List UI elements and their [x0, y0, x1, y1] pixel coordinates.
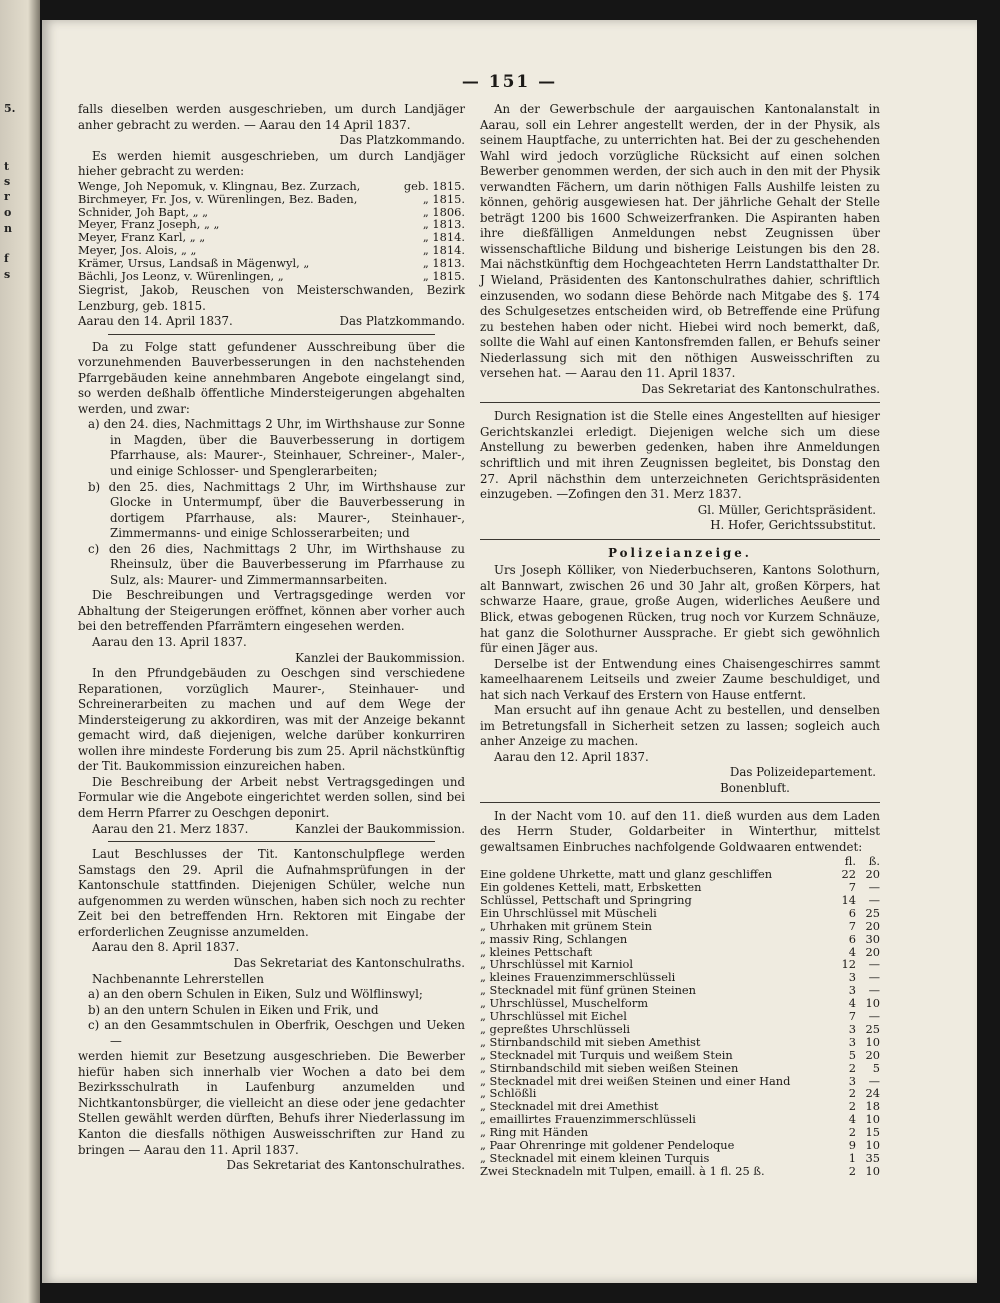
person-born: „ 1813.	[422, 217, 465, 232]
goods-item: „ Stecknadel mit einem kleinen Turquis	[480, 1151, 710, 1165]
person-name: Schnider, Joh Bapt, „ „	[78, 204, 209, 219]
notice-footer	[78, 822, 465, 838]
table-row	[78, 270, 465, 283]
goods-fl: 1	[848, 1151, 856, 1165]
notice-signature: Das Sekretariat des Kantonschulraths.	[233, 955, 465, 970]
goods-fl: 3	[848, 970, 856, 985]
goods-item: „ Uhrschlüssel mit Karniol	[480, 957, 634, 972]
goods-fl: 2	[848, 1086, 856, 1101]
goods-item: „ Stirnbandschild mit sieben weißen Steinen	[480, 1060, 739, 1075]
goods-fl: 7	[848, 1009, 856, 1024]
person-born: „ 1813.	[422, 256, 465, 271]
person-name: Meyer, Jos. Alois, „ „	[78, 243, 197, 258]
person-born: „ 1815.	[422, 269, 465, 284]
goods-item: „ Ring mit Händen	[480, 1125, 589, 1140]
table-row	[78, 180, 465, 193]
newspaper-page	[42, 20, 977, 1283]
person-name: Wenge, Joh Nepomuk, v. Klingnau, Bez. Zurzach,	[78, 178, 361, 193]
table-row	[480, 1023, 880, 1036]
notice-text: werden hiemit zur Besetzung ausgeschrieben. Die Bewerber hiefür haben sich innerhalb vier Wochen a dato bei dem Bezirksschulrath in Laufenburg anzumelden und Nichtkantonsbürger, die vielleicht an diese oder jene gedachter Stellen gewählt werden dürften, Behufs ihrer Niederlassung im Kanton die diesfalls nöthigen Ausweisschriften zur Hand zu bringen — Aarau den 11. April 1837.	[78, 1049, 465, 1157]
goods-ss: 20	[865, 1047, 880, 1062]
right-column	[480, 102, 880, 1178]
stolen-goods-table	[480, 855, 880, 1178]
goods-item: Zwei Stecknadeln mit Tulpen, emaill. à 1 fl. 25 ß.	[480, 1163, 765, 1178]
notice-signature: Das Platzkommando.	[339, 314, 465, 329]
notice-signature: Das Sekretariat des Kantonschulrathes.	[226, 1158, 465, 1173]
notice-date: Aarau den 12. April 1837.	[494, 749, 649, 764]
goods-fl: 9	[848, 1138, 856, 1153]
notice-signature: Kanzlei der Baukommission.	[295, 821, 465, 836]
goods-item: „ Schlößli	[480, 1086, 537, 1101]
notice-text: Siegrist, Jakob, Reuschen von Meisterschwanden, Bezirk Lenzburg, geb. 1815.	[78, 282, 465, 313]
notice-signature: H. Hofer, Gerichtssubstitut.	[710, 518, 876, 533]
goods-ss: 10	[865, 1112, 880, 1127]
list-item: c) den 26 dies, Nachmittags 2 Uhr, im Wirthshause zu Rheinsulz, über die Bauverbesserung im Pfarrhause zu Sulz, als: Maurer- und Zimmermannsarbeiten.	[88, 541, 465, 587]
edge-glyph: o	[4, 206, 12, 219]
goods-ss: —	[868, 970, 880, 985]
divider	[480, 802, 880, 803]
goods-item: „ Paar Ohrenringe mit goldener Pendeloque	[480, 1138, 735, 1153]
edge-glyph: r	[4, 190, 10, 203]
goods-ss: —	[868, 957, 880, 972]
goods-fl: 5	[848, 1047, 856, 1062]
table-row	[480, 1049, 880, 1062]
list-item: b) den 25. dies, Nachmittags 2 Uhr, im Wirthshause zur Glocke in Untermumpf, über die Bauverbesserung in dortigem Pfarrhause, als: Maurer-, Steinhauer-, Zimmermanns- und einige Schlosserarbeiten; und	[88, 479, 465, 541]
table-row	[480, 1010, 880, 1023]
notice-signature: Das Polizeidepartement.	[729, 765, 876, 780]
person-born: „ 1814.	[422, 230, 465, 245]
notice-text: In der Nacht vom 10. auf den 11. dieß wurden aus dem Laden des Herrn Studer, Goldarbeiter in Winterthur, mittelst gewaltsamen Einbruches nachfolgende Goldwaaren entwendet:	[480, 808, 880, 854]
goods-fl: 6	[848, 905, 856, 920]
person-name: Bächli, Jos Leonz, v. Würenlingen, „	[78, 269, 284, 284]
goods-fl: 7	[848, 879, 856, 894]
table-row	[480, 1075, 880, 1088]
goods-item: „ Stecknadel mit drei Amethist	[480, 1099, 659, 1114]
goods-item: „ Stecknadel mit drei weißen Steinen und einer Hand	[480, 1073, 791, 1088]
notice-signature: Bonenbluft.	[720, 780, 790, 795]
person-name: Meyer, Franz Karl, „ „	[78, 230, 206, 245]
goods-ss: —	[868, 1073, 880, 1088]
goods-ss: 10	[865, 1138, 880, 1153]
list-item: a) den 24. dies, Nachmittags 2 Uhr, im Wirthshause zur Sonne in Magden, über die Bauverbesserung in dortigem Pfarrhause, als: Maurer-, Steinhauer, Schreiner-, Maler-, und einige Schlosser- und Spenglerarbeiten;	[88, 417, 465, 478]
person-born: „ 1814.	[422, 243, 465, 258]
goods-item: Eine goldene Uhrkette, matt und glanz geschliffen	[480, 867, 773, 882]
table-row	[78, 193, 465, 206]
section-title: Polizeianzeige.	[608, 545, 752, 560]
goods-item: Ein Uhrschlüssel mit Müscheli	[480, 905, 657, 920]
table-row	[480, 920, 880, 933]
notice-signature: Das Sekretariat des Kantonschulrathes.	[641, 381, 880, 396]
goods-item: „ Uhrhaken mit grünem Stein	[480, 918, 652, 933]
edge-glyph: t	[4, 160, 10, 173]
goods-fl: 2	[848, 1060, 856, 1075]
table-row	[480, 907, 880, 920]
notice-text: Es werden hiemit ausgeschrieben, um durch Landjäger hieher gebracht zu werden:	[78, 148, 465, 179]
list-item: b) an den untern Schulen in Eiken und Frik, und	[88, 1002, 379, 1017]
goods-ss: 30	[865, 931, 880, 946]
edge-glyph: f	[4, 252, 9, 265]
goods-fl: 2	[848, 1099, 856, 1114]
notice-signature: Kanzlei der Baukommission.	[295, 650, 465, 665]
goods-fl: 3	[848, 1021, 856, 1036]
notice-text: Laut Beschlusses der Tit. Kantonschulpflege werden Samstags den 29. April die Aufnahmsprüfungen in der Kantonschule stattfinden. Diejenigen Schüler, welche nun aufgenommen zu werden wünschen, haben sich noch zu rechter Zeit bei den betreffenden Hrn. Rektoren mit Eingabe der erforderlichen Zeugnisse anzumelden.	[78, 847, 465, 939]
table-row	[480, 1165, 880, 1178]
notice-text: Da zu Folge statt gefundener Ausschreibung über die vorzunehmenden Bauverbesserungen in den nachstehenden Pfarrgebäuden keine annehmbaren Angebote eingelangt sind, so werden deßhalb öffentliche Mindersteigerungen abgehalten werden, und zwar:	[78, 339, 465, 416]
goods-item: „ Stirnbandschild mit sieben Amethist	[480, 1034, 701, 1049]
goods-fl: 2	[848, 1125, 856, 1140]
goods-item: Ein goldenes Ketteli, matt, Erbsketten	[480, 879, 702, 894]
goods-fl: 14	[841, 892, 856, 907]
notice-date: Aarau den 21. Merz 1837.	[92, 821, 249, 836]
goods-ss: —	[868, 983, 880, 998]
notice-text: In den Pfrundgebäuden zu Oeschgen sind verschiedene Reparationen, vorzüglich Maurer-, Steinhauer- und Schreinerarbeiten zu machen und auf dem Wege der Mindersteigerung zu akkordiren, was mit der Anzeige bekannt gemacht wird, daß diejenigen, welche darüber konkurriren wollen ihre mindeste Forderung bis zum 25. April nächstkünftig der Tit. Baukommission einzureichen haben.	[78, 666, 465, 774]
goods-fl: 2	[848, 1163, 856, 1178]
edge-glyph: s	[4, 175, 11, 188]
goods-ss: 20	[865, 867, 880, 882]
goods-fl: 3	[848, 1034, 856, 1049]
column-header-ss: ß.	[868, 854, 880, 869]
notice-signature: Gl. Müller, Gerichtspräsident.	[697, 502, 876, 517]
page-number: — 151 —	[461, 72, 558, 92]
goods-fl: 7	[848, 918, 856, 933]
table-row	[480, 1062, 880, 1075]
left-page-edge	[0, 0, 40, 1303]
notice-text: An der Gewerbschule der aargauischen Kantonalanstalt in Aarau, soll ein Lehrer angestellt werden, der in der Physik, als seinem Hauptfache, zu unterrichten hat. Bei der zu geschehenden Wahl wird jedoch vorzügliche Rücksicht auf einen solchen Bewerber genommen werden, der sich auch in den mit der Physik verwandten Fächern, um darin nöthigen Falls Aushilfe leisten zu können, gehörig ausgewiesen hat. Der jährliche Gehalt der Stelle beträgt 1200 bis 1600 Schweizerfranken. Die Aspiranten haben ihre dießfälligen Anmeldungen nebst Zeugnissen über wissenschaftliche Bildung und bisherige Leistungen bis den 28. Mai nächstkünftig dem Hochgeachteten Herrn Landstatthalter Dr. J Wieland, Präsidenten des Kantonschulrathes dahier, schriftlich einzusenden, wo sodann diese Behörde nach Mitgabe des §. 174 des Schulgesetzes entscheiden wird, ob Betreffende eine Prüfung zu bestehen haben oder nicht. Hiebei wird noch bemerkt, daß, sollte die Wahl auf einen Kantonsfremden fallen, er Behufs seiner Niederlassung sich mit den nöthigen Ausweisschriften zu versehen hat. — Aarau den 11. April 1837.	[480, 102, 880, 381]
goods-fl: 3	[848, 1073, 856, 1088]
goods-fl: 3	[848, 983, 856, 998]
edge-glyph: s	[4, 268, 11, 281]
goods-ss: 10	[865, 1163, 880, 1178]
divider	[108, 334, 435, 335]
goods-ss: 20	[865, 918, 880, 933]
notice-signature: Das Platzkommando.	[339, 133, 465, 148]
goods-item: „ gepreßtes Uhrschlüsseli	[480, 1021, 631, 1036]
goods-ss: —	[868, 1009, 880, 1024]
notice-text: Nachbenannte Lehrerstellen	[92, 971, 264, 986]
table-row	[480, 1036, 880, 1049]
notice-text: Derselbe ist der Entwendung eines Chaisengeschirres sammt kameelhaarenem Leitseils und zweier Zaume beschuldiget, und hat sich nach Verkauf des Erstern von Hause entfernt.	[480, 656, 880, 702]
divider	[480, 402, 880, 403]
goods-ss: —	[868, 879, 880, 894]
left-column	[78, 102, 465, 1174]
notice-text: Durch Resignation ist die Stelle eines Angestellten auf hiesiger Gerichtskanzlei erledigt. Diejenigen welche sich um diese Anstellung zu bewerben gedenken, haben ihre Anmeldungen schriftlich und mit ihren Zeugnissen begleitet, bis Donstag den 27. April nächsthin dem unterzeichneten Gerichtspräsidenten einzugeben. —Zofingen den 31. Merz 1837.	[480, 409, 880, 502]
goods-fl: 4	[848, 996, 856, 1011]
goods-ss: 35	[865, 1151, 880, 1165]
goods-ss: 10	[865, 1034, 880, 1049]
goods-ss: 18	[865, 1099, 880, 1114]
goods-item: „ Uhrschlüssel, Muschelform	[480, 996, 649, 1011]
goods-ss: 25	[865, 905, 880, 920]
table-row	[480, 894, 880, 907]
person-name: Meyer, Franz Joseph, „ „	[78, 217, 220, 232]
notice-text: falls dieselben werden ausgeschrieben, um durch Landjäger anher gebracht zu werden. — Aarau den 14 April 1837.	[78, 102, 465, 132]
person-born: „ 1815.	[422, 191, 465, 206]
goods-fl: 4	[848, 1112, 856, 1127]
goods-ss: 5	[872, 1060, 880, 1075]
notice-date: Aarau den 13. April 1837.	[92, 635, 247, 650]
goods-item: „ kleines Frauenzimmerschlüsseli	[480, 970, 676, 985]
goods-ss: 24	[865, 1086, 880, 1101]
goods-fl: 12	[841, 957, 856, 972]
list-item: c) an den Gesammtschulen in Oberfrik, Oeschgen und Ueken—	[88, 1018, 465, 1048]
notice-text: Die Beschreibung der Arbeit nebst Vertragsgedingen und Formular wie die Angebote eingerichtet werden sollen, sind bei dem Herrn Pfarrer zu Oeschgen deponirt.	[78, 774, 465, 821]
notice-text: Man ersucht auf ihn genaue Acht zu bestellen, und denselben im Betretungsfall in Sicherheit setzen zu lassen; sogleich auch anher Anzeige zu machen.	[480, 703, 880, 749]
notice-date: Aarau den 8. April 1837.	[92, 940, 240, 955]
goods-item: „ Stecknadel mit Turquis und weißem Stein	[480, 1047, 733, 1062]
goods-fl: 6	[848, 931, 856, 946]
goods-item: „ massiv Ring, Schlangen	[480, 931, 628, 946]
edge-glyph: 5.	[4, 102, 16, 115]
person-name: Birchmeyer, Fr. Jos, v. Würenlingen, Bez. Baden,	[78, 191, 358, 206]
table-row	[480, 1152, 880, 1165]
column-header-fl: fl.	[844, 854, 856, 869]
goods-fl: 22	[841, 867, 856, 882]
notice-text: Die Beschreibungen und Vertragsgedinge werden vor Abhaltung der Steigerungen eröffnet, können aber vorher auch bei den betreffenden Pfarrämtern eingesehen werden.	[78, 588, 465, 634]
goods-item: „ Stecknadel mit fünf grünen Steinen	[480, 983, 696, 998]
goods-item: „ kleines Pettschaft	[480, 944, 593, 959]
goods-ss: 25	[865, 1021, 880, 1036]
list-item: a) an den obern Schulen in Eiken, Sulz und Wölflinswyl;	[88, 987, 423, 1002]
notice-text: Urs Joseph Kölliker, von Niederbuchseren, Kantons Solothurn, alt Bannwart, zwischen 26 und 30 Jahr alt, großen Körpers, hat schwarze Haare, graue, große Augen, widerliches Aeußere und Blick, etwas gebogenen Rücken, trug noch vor Kurzem Schnäuze, hat ganz die Solothurner Aussprache. Er giebt sich gewöhnlich für einen Jäger aus.	[480, 563, 880, 656]
goods-ss: —	[868, 892, 880, 907]
goods-item: Schlüssel, Pettschaft und Springring	[480, 892, 692, 907]
goods-ss: 10	[865, 996, 880, 1011]
table-row	[480, 933, 880, 946]
divider	[480, 539, 880, 540]
goods-item: „ emaillirtes Frauenzimmerschlüsseli	[480, 1112, 696, 1127]
wanted-persons-table	[78, 180, 465, 283]
divider	[108, 841, 435, 842]
notice-date: Aarau den 14. April 1837.	[78, 314, 233, 329]
goods-ss: 20	[865, 944, 880, 959]
edge-glyph: n	[4, 222, 12, 235]
goods-ss: 15	[865, 1125, 880, 1140]
goods-fl: 4	[848, 944, 856, 959]
goods-item: „ Uhrschlüssel mit Eichel	[480, 1009, 627, 1024]
person-born: „ 1806.	[422, 204, 465, 219]
table-row	[480, 881, 880, 894]
person-born: geb. 1815.	[403, 178, 465, 193]
person-name: Krämer, Ursus, Landsaß in Mägenwyl, „	[78, 256, 310, 271]
notice-footer	[78, 314, 465, 330]
